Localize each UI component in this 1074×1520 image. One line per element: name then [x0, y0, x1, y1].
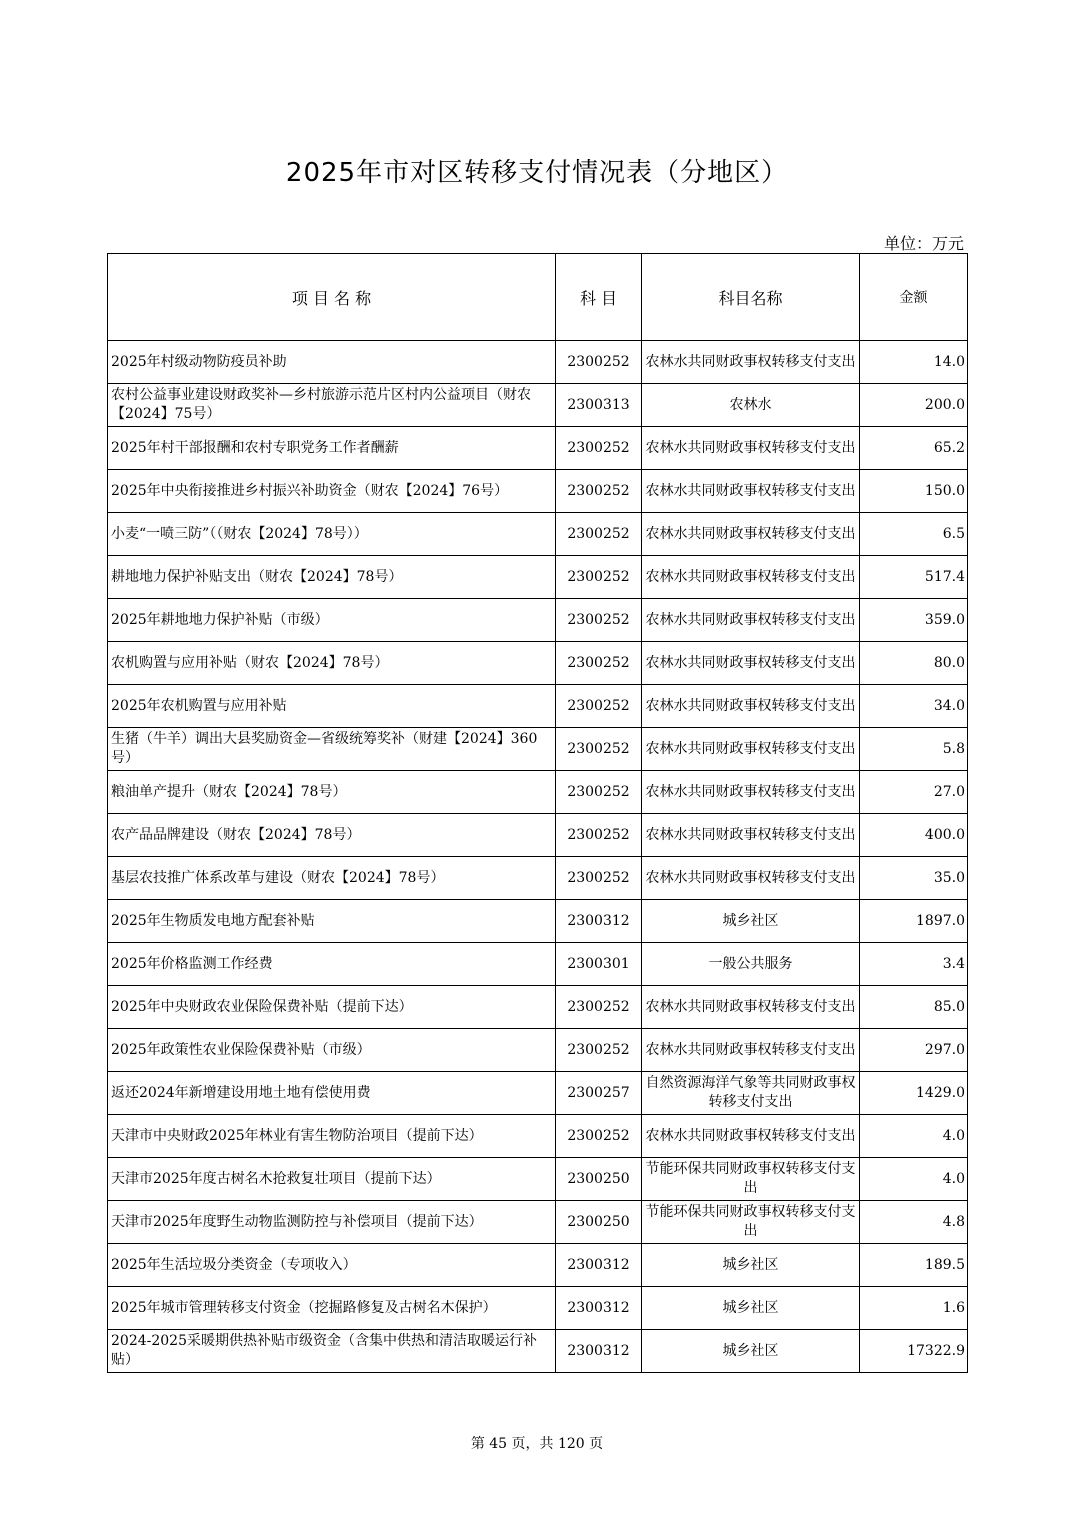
project-name-cell: 2025年价格监测工作经费 — [108, 943, 556, 986]
subject-name-cell: 农林水共同财政事权转移支付支出 — [642, 1115, 860, 1158]
amount-cell: 34.0 — [860, 685, 968, 728]
subject-name-cell: 农林水共同财政事权转移支付支出 — [642, 814, 860, 857]
table-row — [108, 1029, 968, 1072]
table-row — [108, 857, 968, 900]
table-row — [108, 1287, 968, 1330]
table-row — [108, 771, 968, 814]
amount-cell: 4.8 — [860, 1201, 968, 1244]
table-row — [108, 1158, 968, 1201]
amount-cell: 65.2 — [860, 427, 968, 470]
amount-cell: 17322.9 — [860, 1330, 968, 1373]
project-name-cell: 小麦“一喷三防”（（财农【2024】78号）） — [108, 513, 556, 556]
page-title: 2025年市对区转移支付情况表（分地区） — [285, 158, 789, 188]
table-row — [108, 1244, 968, 1287]
subject-code-cell: 2300252 — [556, 685, 642, 728]
amount-cell: 200.0 — [860, 384, 968, 427]
amount-cell: 297.0 — [860, 1029, 968, 1072]
header-project-name: 项 目 名 称 — [108, 254, 556, 341]
project-name-cell: 2025年城市管理转移支付资金（挖掘路修复及古树名木保护） — [108, 1287, 556, 1330]
header-subject-code: 科 目 — [556, 254, 642, 341]
subject-name-cell: 城乡社区 — [642, 1330, 860, 1373]
amount-cell: 6.5 — [860, 513, 968, 556]
subject-code-cell: 2300257 — [556, 1072, 642, 1115]
subject-code-cell: 2300312 — [556, 1244, 642, 1287]
table-row — [108, 556, 968, 599]
table-row — [108, 513, 968, 556]
subject-name-cell: 农林水共同财政事权转移支付支出 — [642, 427, 860, 470]
table-row — [108, 599, 968, 642]
table-row — [108, 1115, 968, 1158]
subject-name-cell: 农林水共同财政事权转移支付支出 — [642, 986, 860, 1029]
subject-code-cell: 2300252 — [556, 728, 642, 771]
amount-cell: 517.4 — [860, 556, 968, 599]
table-row — [108, 341, 968, 384]
subject-code-cell: 2300252 — [556, 814, 642, 857]
subject-code-cell: 2300250 — [556, 1201, 642, 1244]
project-name-cell: 天津市2025年度野生动物监测防控与补偿项目（提前下达） — [108, 1201, 556, 1244]
project-name-cell: 农村公益事业建设财政奖补—乡村旅游示范片区村内公益项目（财农【2024】75号） — [108, 384, 556, 427]
table-row — [108, 728, 968, 771]
subject-name-cell: 节能环保共同财政事权转移支付支出 — [642, 1158, 860, 1201]
table-row — [108, 685, 968, 728]
subject-name-cell: 城乡社区 — [642, 1287, 860, 1330]
subject-name-cell: 城乡社区 — [642, 1244, 860, 1287]
table-row — [108, 427, 968, 470]
project-name-cell: 农产品品牌建设（财农【2024】78号） — [108, 814, 556, 857]
amount-cell: 1897.0 — [860, 900, 968, 943]
project-name-cell: 2025年生活垃圾分类资金（专项收入） — [108, 1244, 556, 1287]
header-amount: 金额 — [860, 254, 968, 341]
table-row — [108, 1072, 968, 1115]
table-row — [108, 470, 968, 513]
amount-cell: 85.0 — [860, 986, 968, 1029]
subject-code-cell: 2300252 — [556, 599, 642, 642]
table-row — [108, 900, 968, 943]
subject-code-cell: 2300252 — [556, 642, 642, 685]
subject-code-cell: 2300312 — [556, 1287, 642, 1330]
subject-name-cell: 农林水共同财政事权转移支付支出 — [642, 556, 860, 599]
table-row — [108, 814, 968, 857]
project-name-cell: 耕地地力保护补贴支出（财农【2024】78号） — [108, 556, 556, 599]
subject-name-cell: 农林水共同财政事权转移支付支出 — [642, 685, 860, 728]
subject-code-cell: 2300252 — [556, 1029, 642, 1072]
header-subject-name: 科目名称 — [642, 254, 860, 341]
amount-cell: 189.5 — [860, 1244, 968, 1287]
project-name-cell: 2025年耕地地力保护补贴（市级） — [108, 599, 556, 642]
project-name-cell: 2025年生物质发电地方配套补贴 — [108, 900, 556, 943]
project-name-cell: 2024-2025采暖期供热补贴市级资金（含集中供热和清洁取暖运行补贴） — [108, 1330, 556, 1373]
transfer-payment-table — [107, 253, 968, 1373]
amount-cell: 3.4 — [860, 943, 968, 986]
subject-name-cell: 农林水共同财政事权转移支付支出 — [642, 857, 860, 900]
subject-name-cell: 自然资源海洋气象等共同财政事权转移支付支出 — [642, 1072, 860, 1115]
amount-cell: 1429.0 — [860, 1072, 968, 1115]
amount-cell: 150.0 — [860, 470, 968, 513]
unit-label: 单位：万元 — [883, 234, 964, 253]
subject-code-cell: 2300252 — [556, 1115, 642, 1158]
project-name-cell: 天津市中央财政2025年林业有害生物防治项目（提前下达） — [108, 1115, 556, 1158]
amount-cell: 359.0 — [860, 599, 968, 642]
amount-cell: 14.0 — [860, 341, 968, 384]
table-row — [108, 1201, 968, 1244]
table-header — [108, 254, 968, 341]
project-name-cell: 基层农技推广体系改革与建设（财农【2024】78号） — [108, 857, 556, 900]
page-footer: 第 45 页，共 120 页 — [470, 1436, 604, 1452]
header-row — [108, 254, 968, 341]
table-row — [108, 986, 968, 1029]
subject-name-cell: 一般公共服务 — [642, 943, 860, 986]
subject-name-cell: 农林水共同财政事权转移支付支出 — [642, 341, 860, 384]
subject-name-cell: 农林水 — [642, 384, 860, 427]
subject-code-cell: 2300313 — [556, 384, 642, 427]
subject-code-cell: 2300312 — [556, 900, 642, 943]
amount-cell: 5.8 — [860, 728, 968, 771]
project-name-cell: 2025年中央财政农业保险保费补贴（提前下达） — [108, 986, 556, 1029]
amount-cell: 400.0 — [860, 814, 968, 857]
project-name-cell: 2025年农机购置与应用补贴 — [108, 685, 556, 728]
project-name-cell: 2025年政策性农业保险保费补贴（市级） — [108, 1029, 556, 1072]
project-name-cell: 2025年村干部报酬和农村专职党务工作者酬薪 — [108, 427, 556, 470]
table-body — [108, 341, 968, 1373]
subject-name-cell: 农林水共同财政事权转移支付支出 — [642, 728, 860, 771]
subject-name-cell: 节能环保共同财政事权转移支付支出 — [642, 1201, 860, 1244]
subject-code-cell: 2300252 — [556, 986, 642, 1029]
subject-name-cell: 农林水共同财政事权转移支付支出 — [642, 470, 860, 513]
amount-cell: 35.0 — [860, 857, 968, 900]
subject-code-cell: 2300252 — [556, 556, 642, 599]
subject-code-cell: 2300250 — [556, 1158, 642, 1201]
subject-code-cell: 2300252 — [556, 341, 642, 384]
table-row — [108, 642, 968, 685]
amount-cell: 4.0 — [860, 1115, 968, 1158]
amount-cell: 4.0 — [860, 1158, 968, 1201]
project-name-cell: 农机购置与应用补贴（财农【2024】78号） — [108, 642, 556, 685]
amount-cell: 80.0 — [860, 642, 968, 685]
project-name-cell: 生猪（牛羊）调出大县奖励资金—省级统筹奖补（财建【2024】360号） — [108, 728, 556, 771]
subject-code-cell: 2300312 — [556, 1330, 642, 1373]
subject-name-cell: 农林水共同财政事权转移支付支出 — [642, 513, 860, 556]
subject-code-cell: 2300252 — [556, 427, 642, 470]
subject-code-cell: 2300252 — [556, 771, 642, 814]
subject-name-cell: 农林水共同财政事权转移支付支出 — [642, 642, 860, 685]
project-name-cell: 2025年中央衔接推进乡村振兴补助资金（财农【2024】76号） — [108, 470, 556, 513]
subject-code-cell: 2300252 — [556, 470, 642, 513]
project-name-cell: 粮油单产提升（财农【2024】78号） — [108, 771, 556, 814]
amount-cell: 1.6 — [860, 1287, 968, 1330]
table-row — [108, 1330, 968, 1373]
subject-name-cell: 农林水共同财政事权转移支付支出 — [642, 1029, 860, 1072]
project-name-cell: 返还2024年新增建设用地土地有偿使用费 — [108, 1072, 556, 1115]
table-row — [108, 384, 968, 427]
project-name-cell: 天津市2025年度古树名木抢救复壮项目（提前下达） — [108, 1158, 556, 1201]
subject-name-cell: 城乡社区 — [642, 900, 860, 943]
subject-code-cell: 2300252 — [556, 513, 642, 556]
amount-cell: 27.0 — [860, 771, 968, 814]
subject-code-cell: 2300252 — [556, 857, 642, 900]
subject-name-cell: 农林水共同财政事权转移支付支出 — [642, 771, 860, 814]
project-name-cell: 2025年村级动物防疫员补助 — [108, 341, 556, 384]
subject-code-cell: 2300301 — [556, 943, 642, 986]
subject-name-cell: 农林水共同财政事权转移支付支出 — [642, 599, 860, 642]
table-row — [108, 943, 968, 986]
